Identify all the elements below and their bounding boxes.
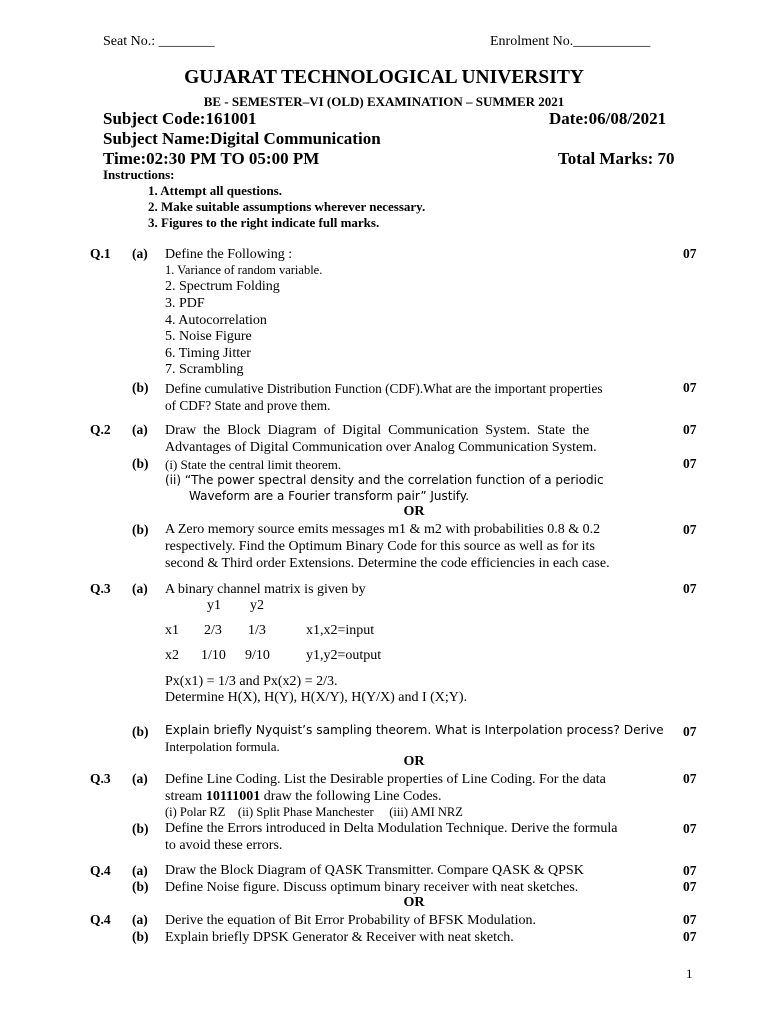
part-label: (b) [132,522,149,537]
data-stream-bits: 10111001 [205,789,261,804]
question-text: Define the Errors introduced in Delta Modulation Technique. Derive the formula [165,821,618,836]
definition-item: 3. PDF [165,296,205,311]
question-number: Q.1 [90,246,111,261]
total-marks: Total Marks: 70 [558,149,675,168]
matrix-cell: x2 [165,648,179,663]
question-text: Define Line Coding. List the Desirable properties of Line Coding. For the data [165,772,606,787]
question-number: Q.3 [90,771,111,786]
question-marks: 07 [683,879,697,894]
part-label: (a) [132,912,148,927]
exam-title: BE - SEMESTER–VI (OLD) EXAMINATION – SUMMER 2021 [203,94,565,109]
question-marks: 07 [683,863,697,878]
question-marks: 07 [683,380,697,395]
question-text: Draw the Block Diagram of Digital Communication System. State the [165,423,590,438]
question-text: Explain briefly Nyquist’s sampling theorem. What is Interpolation process? Derive [165,723,664,737]
exam-date: Date:06/08/2021 [549,109,667,128]
matrix-note: x1,x2=input [306,623,375,638]
question-text: Define the Following : [165,247,293,262]
question-text: A binary channel matrix is given by [165,582,366,597]
enrolment-number: Enrolment No.___________ [490,34,651,49]
question-marks: 07 [683,581,697,596]
question-text: Waveform are a Fourier transform pair” Justify. [189,489,470,503]
line-code-options: (i) Polar RZ (ii) Split Phase Manchester (iii) AMI NRZ [165,805,463,819]
part-label: (b) [132,724,149,739]
matrix-cell: 1/3 [248,623,266,638]
matrix-cell: 1/10 [201,648,226,663]
question-marks: 07 [683,522,697,537]
question-text: Derive the equation of Bit Error Probability of BFSK Modulation. [165,913,536,928]
question-text: stream 10111001 draw the following Line Codes. [165,789,442,804]
part-label: (b) [132,879,149,894]
part-label: (b) [132,380,149,395]
question-text: (ii) “The power spectral density and the correlation function of a periodic [165,473,604,487]
question-text: (i) State the central limit theorem. [165,457,342,472]
page-number: 1 [686,966,693,981]
part-label: (b) [132,456,149,471]
definition-item: 4. Autocorrelation [165,313,267,328]
question-text: Determine H(X), H(Y), H(X/Y), H(Y/X) and I (X;Y). [165,690,468,705]
definition-item: 1. Variance of random variable. [165,263,323,277]
question-marks: 07 [683,246,697,261]
instruction-item: 2. Make suitable assumptions wherever necessary. [148,199,426,214]
definition-item: 6. Timing Jitter [165,346,251,361]
instructions-label: Instructions: [103,167,175,182]
question-number: Q.3 [90,581,111,596]
part-label: (a) [132,422,148,437]
matrix-header: y2 [250,598,264,613]
or-divider: OR [403,504,425,519]
question-text: to avoid these errors. [165,838,283,853]
matrix-cell: x1 [165,623,179,638]
question-text: of CDF? State and prove them. [165,398,331,413]
subject-name: Subject Name:Digital Communication [103,129,381,148]
part-label: (a) [132,246,148,261]
question-text: respectively. Find the Optimum Binary Code for this source as well as for its [165,539,595,554]
question-number: Q.2 [90,422,111,437]
question-marks: 07 [683,929,697,944]
subject-code: Subject Code:161001 [103,109,257,128]
matrix-header: y1 [207,598,221,613]
question-text: A Zero memory source emits messages m1 & m2 with probabilities 0.8 & 0.2 [165,522,601,537]
question-text: Px(x1) = 1/3 and Px(x2) = 2/3. [165,674,338,689]
part-label: (a) [132,771,148,786]
or-divider: OR [403,895,425,910]
exam-time: Time:02:30 PM TO 05:00 PM [103,149,320,168]
part-label: (a) [132,581,148,596]
instruction-item: 1. Attempt all questions. [148,183,282,198]
question-marks: 07 [683,422,697,437]
part-label: (b) [132,821,149,836]
university-title: GUJARAT TECHNOLOGICAL UNIVERSITY [184,67,584,88]
definition-item: 5. Noise Figure [165,329,252,344]
part-label: (b) [132,929,149,944]
instruction-item: 3. Figures to the right indicate full marks. [148,215,380,230]
question-text: Define Noise figure. Discuss optimum binary receiver with neat sketches. [165,880,579,895]
question-marks: 07 [683,912,697,927]
question-marks: 07 [683,771,697,786]
question-text: second & Third order Extensions. Determine the code efficiencies in each case. [165,556,610,571]
definition-item: 2. Spectrum Folding [165,279,280,294]
question-number: Q.4 [90,863,111,878]
seat-number: Seat No.: ________ [103,34,215,49]
matrix-note: y1,y2=output [306,648,382,663]
matrix-cell: 2/3 [204,623,222,638]
question-text: Advantages of Digital Communication over Analog Communication System. [165,440,597,455]
or-divider: OR [403,754,425,769]
question-marks: 07 [683,456,697,471]
definition-item: 7. Scrambling [165,362,244,377]
matrix-cell: 9/10 [245,648,270,663]
question-text: Draw the Block Diagram of QASK Transmitter. Compare QASK & QPSK [165,863,584,878]
question-number: Q.4 [90,912,111,927]
question-text: Define cumulative Distribution Function (CDF).What are the important properties [165,381,603,396]
part-label: (a) [132,863,148,878]
question-marks: 07 [683,821,697,836]
question-text: Explain briefly DPSK Generator & Receiver with neat sketch. [165,930,514,945]
question-text: Interpolation formula. [165,739,280,754]
question-marks: 07 [683,724,697,739]
